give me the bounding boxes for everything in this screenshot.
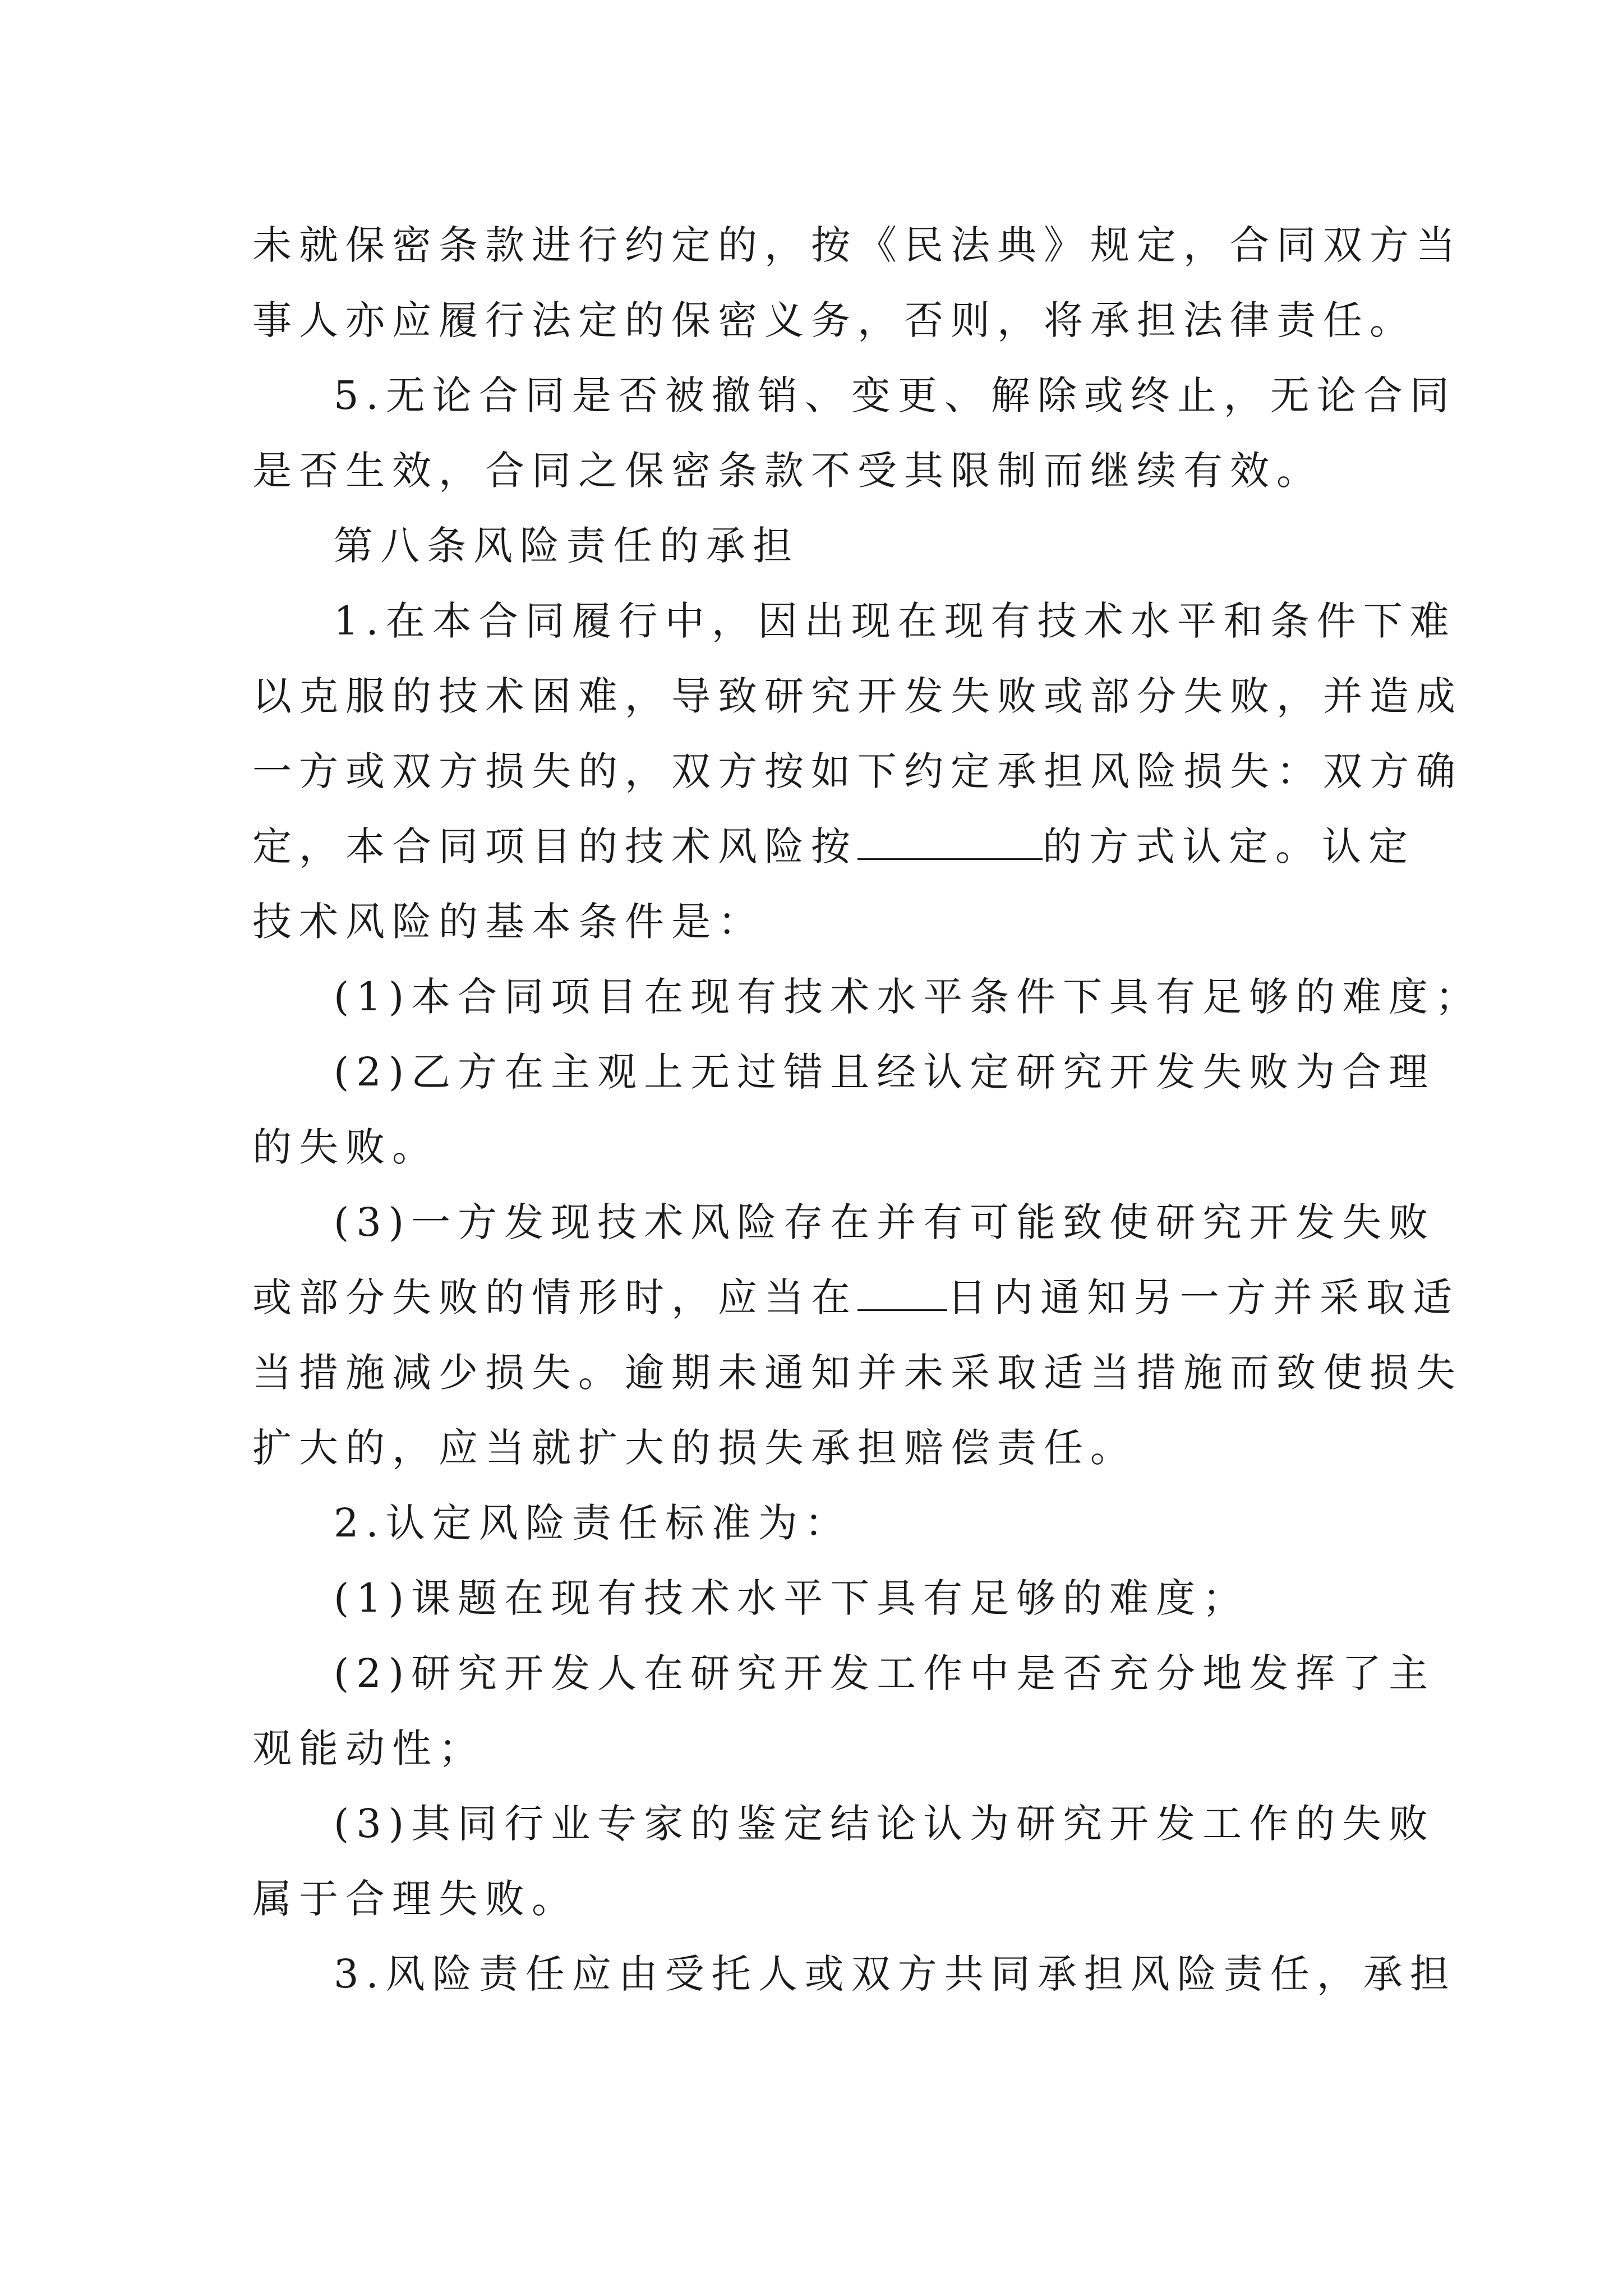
text-segment: 日内通知另一方并采取适 — [947, 1274, 1459, 1320]
text-line: 未就保密条款进行约定的，按《民法典》规定，合同双方当 — [252, 222, 1463, 268]
text-line: 一方或双方损失的，双方按如下约定承担风险损失：双方确 — [252, 748, 1463, 794]
text-line: (3)一方发现技术风险存在并有可能致使研究开发失败 — [334, 1199, 1436, 1245]
text-segment: 的方式认定。认定 — [1043, 823, 1415, 869]
text-line: (3)其同行业专家的鉴定结论认为研究开发工作的失败 — [334, 1801, 1436, 1847]
text-line: 观能动性； — [252, 1726, 485, 1772]
text-line: (1)本合同项目在现有技术水平条件下具有足够的难度； — [334, 974, 1482, 1020]
text-line: (2)乙方在主观上无过错且经认定研究开发失败为合理 — [334, 1049, 1436, 1095]
text-line: 当措施减少损失。逾期未通知并未采取适当措施而致使损失 — [252, 1350, 1463, 1396]
text-line: 的失败。 — [252, 1124, 439, 1170]
text-segment: 或部分失败的情形时，应当在 — [252, 1274, 857, 1320]
fill-in-blank — [857, 1276, 947, 1311]
section-heading: 第八条风险责任的承担 — [334, 523, 799, 569]
text-line: 2.认定风险责任标准为： — [334, 1500, 851, 1546]
text-line: 3.风险责任应由受托人或双方共同承担风险责任，承担 — [334, 1951, 1456, 1997]
text-line — [252, 821, 1415, 872]
text-line: 属于合理失败。 — [252, 1876, 578, 1922]
text-line: 事人亦应履行法定的保密义务，否则，将承担法律责任。 — [252, 297, 1416, 343]
text-line: 扩大的，应当就扩大的损失承担赔偿责任。 — [252, 1425, 1137, 1471]
text-line: (1)课题在现有技术水平下具有足够的难度； — [334, 1575, 1249, 1621]
text-line: (2)研究开发人在研究开发工作中是否充分地发挥了主 — [334, 1650, 1436, 1696]
text-line: 技术风险的基本条件是： — [252, 899, 764, 945]
text-line: 1.在本合同履行中，因出现在现有技术水平和条件下难 — [334, 598, 1456, 644]
text-line: 是否生效，合同之保密条款不受其限制而继续有效。 — [252, 448, 1323, 494]
text-segment: 定，本合同项目的技术风险按 — [252, 823, 857, 869]
text-line: 5.无论合同是否被撤销、变更、解除或终止，无论合同 — [334, 372, 1456, 418]
fill-in-blank — [857, 825, 1043, 860]
text-line: 以克服的技术困难，导致研究开发失败或部分失败，并造成 — [252, 673, 1463, 719]
text-line — [252, 1272, 1459, 1323]
